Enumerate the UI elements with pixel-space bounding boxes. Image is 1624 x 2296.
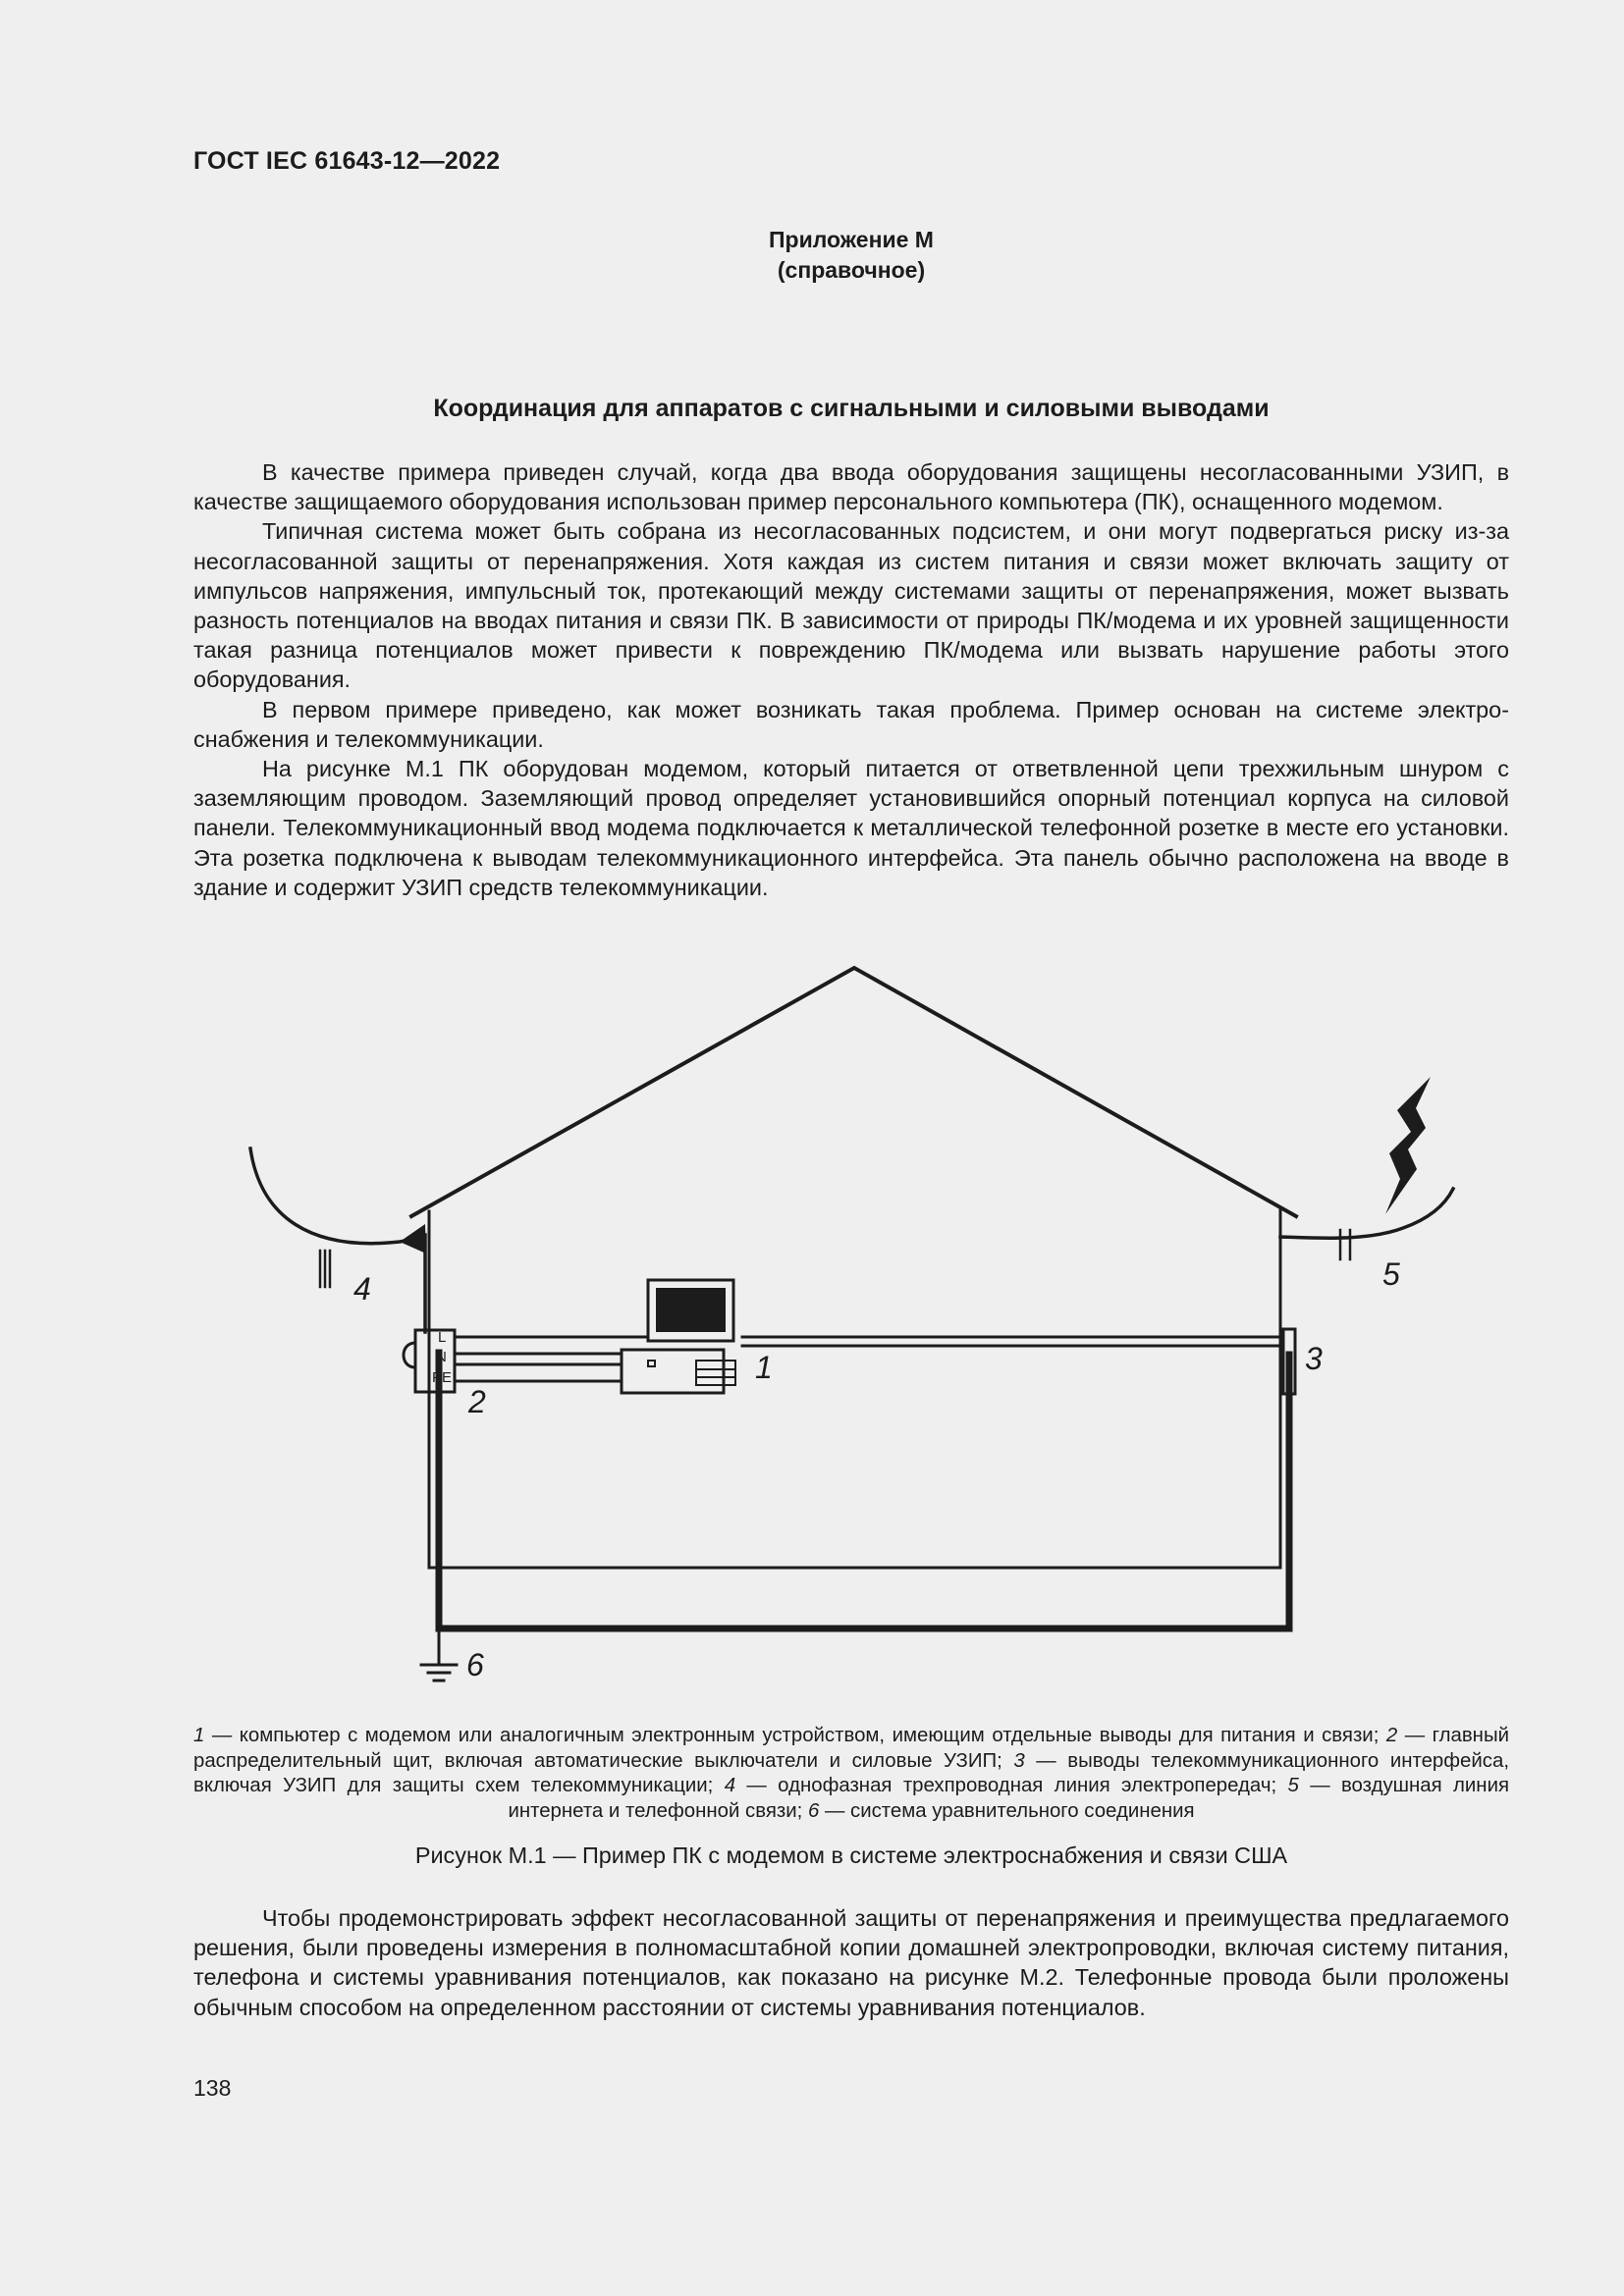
bonding-conductor: [439, 1350, 1289, 1629]
terminal-l: L: [438, 1329, 447, 1346]
label-5: 5: [1382, 1256, 1400, 1292]
label-3: 3: [1305, 1341, 1323, 1376]
legend-text: — главный распределительный щит, включая автоматические выключатели и силовые УЗИП;: [193, 1725, 1509, 1772]
label-2: 2: [468, 1384, 486, 1419]
legend-num: 5: [1287, 1775, 1299, 1796]
paragraph: В первом примере приведено, как может возникать такая проблема. Пример основан на системе электроснабжения и телекоммуникации.: [193, 696, 1509, 752]
entrance-arrow-icon: [400, 1224, 426, 1254]
figure-m1-diagram: [193, 957, 1509, 1703]
figure-caption: Рисунок М.1 — Пример ПК с модемом в системе электроснабжения и связи США: [414, 1842, 1288, 1868]
paragraph: Типичная система может быть собрана из несогласованных подсистем, и они могут подвергаться риску из-за несогласованной защиты от перенапряжения. Хотя каждая из систем питания и связи может включать защиту от импульсов напряжения, импульсный ток, протекающий между системами защиты от перенапряжения, может вызвать разность потенциалов на вводах питания и связи ПК. В зависимости от природы ПК/модема и их уровней защищенности такая разница потенциалов может привести к повреждению ПК/модема или вызвать нарушение работы этого оборудования.: [193, 518, 1509, 693]
annex-heading: [0, 225, 1624, 286]
label-1: 1: [755, 1350, 773, 1385]
legend-num: 2: [1385, 1725, 1398, 1746]
page-number: 138: [193, 2075, 232, 2101]
label-6: 6: [466, 1647, 484, 1682]
annex-title: Приложение М: [769, 227, 934, 252]
label-4: 4: [353, 1271, 371, 1307]
power-line: [250, 1148, 421, 1244]
computer-screen: [656, 1288, 726, 1332]
house-wiring-diagram: [193, 957, 1509, 1703]
house-roof: [411, 968, 1296, 1216]
annex-type: (справочное): [777, 257, 926, 283]
legend-text: — компьютер с модемом или аналогичным электронным устройством, имеющим отдельные выводы для питания и связи;: [204, 1725, 1386, 1746]
terminal-n: N: [436, 1349, 447, 1365]
paragraph: На рисунке М.1 ПК оборудован модемом, который питается от ответвленной цепи трехжильным шнуром с заземляющим проводом. Заземляющий провод определяет установившийся опорный потенциал корпуса на силовой панели. Телекоммуникационный ввод модема подключается к металлической телефонной розетке в месте его установки. Эта розетка подключена к выводам телекоммуникационного интерфейса. Эта панель обычно расположена на вводе в здание и содержит УЗИП средств телекоммуникации.: [193, 756, 1509, 900]
legend-text: — воздушная линия интернета и телефонной связи;: [508, 1775, 1510, 1822]
intro-text: [193, 457, 1509, 902]
final-text: [193, 1903, 1509, 2022]
paragraph: Чтобы продемонстрировать эффект несогласованной защиты от перенапряжения и преимущества предлагаемого решения, были проведены измерения в полномасштабной копии домашней электропроводки, включая систему питания, телефона и системы уравнивания потенциалов, как показано на рисунке М.2. Телефонные провода были проложены обычным способом на определенном расстоянии от системы уравнивания потенциалов.: [193, 1905, 1509, 2020]
legend-num: 6: [807, 1799, 820, 1822]
figure-legend: [193, 1724, 1509, 1824]
terminal-pe: PE: [432, 1369, 453, 1386]
legend-text: — система уравнительного соединения: [819, 1799, 1195, 1822]
legend-num: 1: [193, 1725, 205, 1746]
paragraph: В качестве примера приведен случай, когда два ввода оборудования защищены несогласованными УЗИП, в качестве защищаемого оборудования использован пример персонального компьютера (ПК), оснащенного модемом.: [193, 459, 1509, 515]
lightning-bolt-icon: [1385, 1077, 1431, 1214]
telecom-line: [1280, 1189, 1453, 1238]
legend-text: — однофазная трехпроводная линия электропередач;: [735, 1775, 1288, 1796]
section-title: Координация для аппаратов с сигнальными и силовыми выводами: [433, 395, 1270, 422]
legend-num: 3: [1013, 1749, 1025, 1772]
legend-num: 4: [724, 1775, 736, 1796]
document-code: ГОСТ IEC 61643-12—2022: [193, 147, 501, 175]
legend-text: — выводы телекоммуникационного интерфейса, включая УЗИП для защиты схем телекоммуникации;: [193, 1749, 1509, 1796]
